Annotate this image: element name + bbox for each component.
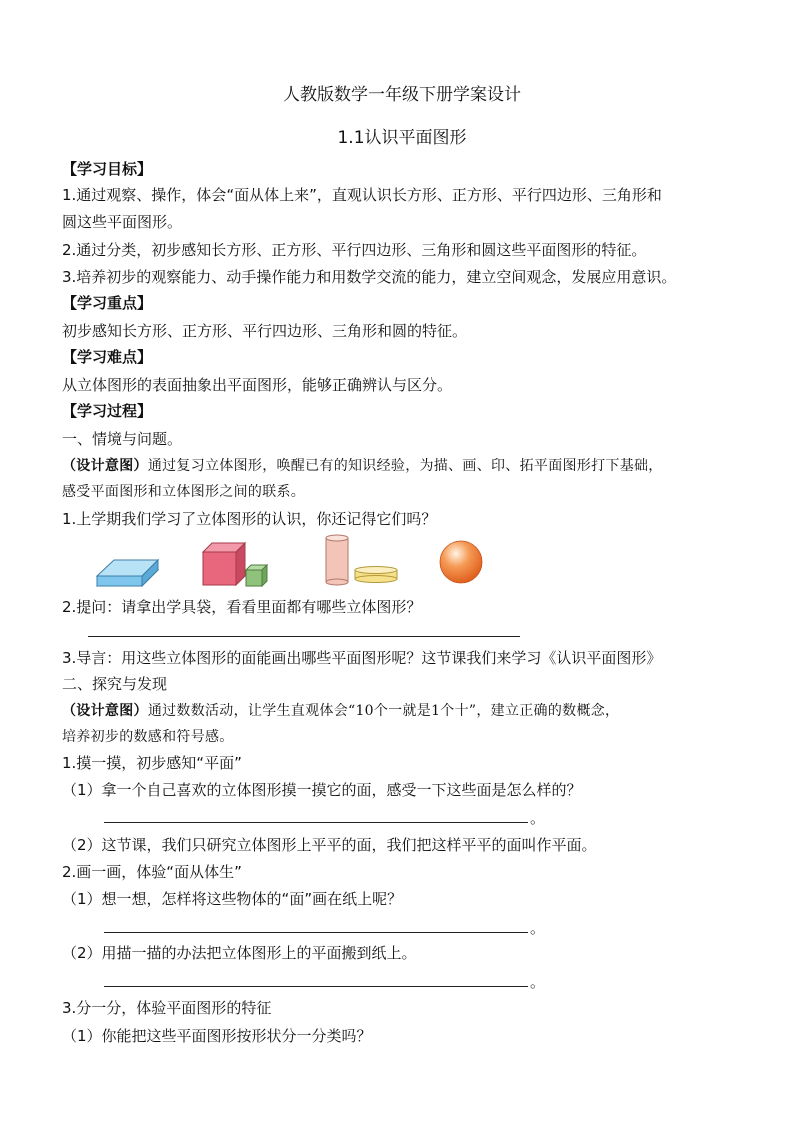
cylinder-shape <box>326 535 348 585</box>
flat-cylinder-shape <box>355 567 397 583</box>
question-3: 3.导言：用这些立体图形的面能画出哪些平面图形呢？这节课我们来学习《认识平面图形》 <box>62 649 662 667</box>
step-1-statement-2: （2）这节课，我们只研究立体图形上平平的面，我们把这样平平的面叫作平面。 <box>62 836 597 854</box>
goal-2: 2.通过分类，初步感知长方形、正方形、平行四边形、三角形和圆这些平面图形的特征。 <box>62 241 647 259</box>
red-cube-shape <box>203 543 245 585</box>
answer-line-q2[interactable] <box>88 636 520 637</box>
question-2: 2.提问：请拿出学具袋，看看里面都有哪些立体图形？ <box>62 598 422 616</box>
process-heading: 【学习过程】 <box>62 402 153 420</box>
design-intent-1-line-a <box>62 456 663 476</box>
design-intent-text: 通过复习立体图形，唤醒已有的知识经验，为描、画、印、拓平面图形打下基础， <box>147 458 663 474</box>
answer-period: 。 <box>530 973 546 991</box>
step-1-title: 1.摸一摸，初步感知“平面” <box>62 754 242 772</box>
goal-1-line-b: 圆这些平面图形。 <box>62 213 183 231</box>
answer-period: 。 <box>530 809 546 827</box>
goal-3: 3.培养初步的观察能力、动手操作能力和用数学交流的能力，建立空间观念，发展应用意识。 <box>62 268 677 286</box>
cuboid-shape <box>97 560 158 586</box>
answer-line-step-1-1[interactable] <box>104 822 528 823</box>
step-3-title: 3.分一分，体验平面图形的特征 <box>62 999 272 1017</box>
answer-line-step-2-2[interactable] <box>104 986 528 987</box>
section-1-title: 一、情境与问题。 <box>62 430 183 448</box>
key-point-text: 初步感知长方形、正方形、平行四边形、三角形和圆的特征。 <box>62 322 468 340</box>
section-2-title: 二、探究与发现 <box>62 675 168 693</box>
goal-1-line-a: 1.通过观察、操作，体会“面从体上来”，直观认识长方形、正方形、平行四边形、三角形和 <box>62 186 662 204</box>
answer-period: 。 <box>530 919 546 937</box>
goals-heading: 【学习目标】 <box>62 160 153 178</box>
green-cube-shape <box>246 565 267 586</box>
step-3-question-1: （1）你能把这些平面图形按形状分一分类吗？ <box>62 1027 372 1045</box>
design-intent-label: （设计意图） <box>62 458 148 474</box>
difficulty-heading: 【学习难点】 <box>62 348 153 366</box>
key-point-heading: 【学习重点】 <box>62 294 153 312</box>
design-intent-2-line-a <box>62 701 619 721</box>
step-1-question-1: （1）拿一个自己喜欢的立体图形摸一摸它的面，感受一下这些面是怎么样的？ <box>62 781 582 799</box>
lesson-subtitle: 1.1认识平面图形 <box>337 128 467 148</box>
design-intent-label: （设计意图） <box>62 703 148 719</box>
step-2-question-1: （1）想一想，怎样将这些物体的“面”画在纸上呢？ <box>62 890 403 908</box>
design-intent-1-line-b: 感受平面图形和立体图形之间的联系。 <box>62 484 306 500</box>
document-title: 人教版数学一年级下册学案设计 <box>283 85 521 105</box>
step-2-question-2: （2）用描一描的办法把立体图形上的平面搬到纸上。 <box>62 944 417 962</box>
design-intent-2-line-b: 培养初步的数感和符号感。 <box>62 729 234 745</box>
design-intent-text: 通过数数活动，让学生直观体会“10个一就是1个十”，建立正确的数概念， <box>147 703 620 719</box>
difficulty-text: 从立体图形的表面抽象出平面图形，能够正确辨认与区分。 <box>62 376 453 394</box>
answer-line-step-2-1[interactable] <box>104 932 528 933</box>
solid-figures-illustration <box>62 530 502 590</box>
sphere-shape <box>440 541 482 583</box>
step-2-title: 2.画一画，体验“面从体生” <box>62 863 242 881</box>
question-1: 1.上学期我们学习了立体图形的认识，你还记得它们吗？ <box>62 510 437 528</box>
